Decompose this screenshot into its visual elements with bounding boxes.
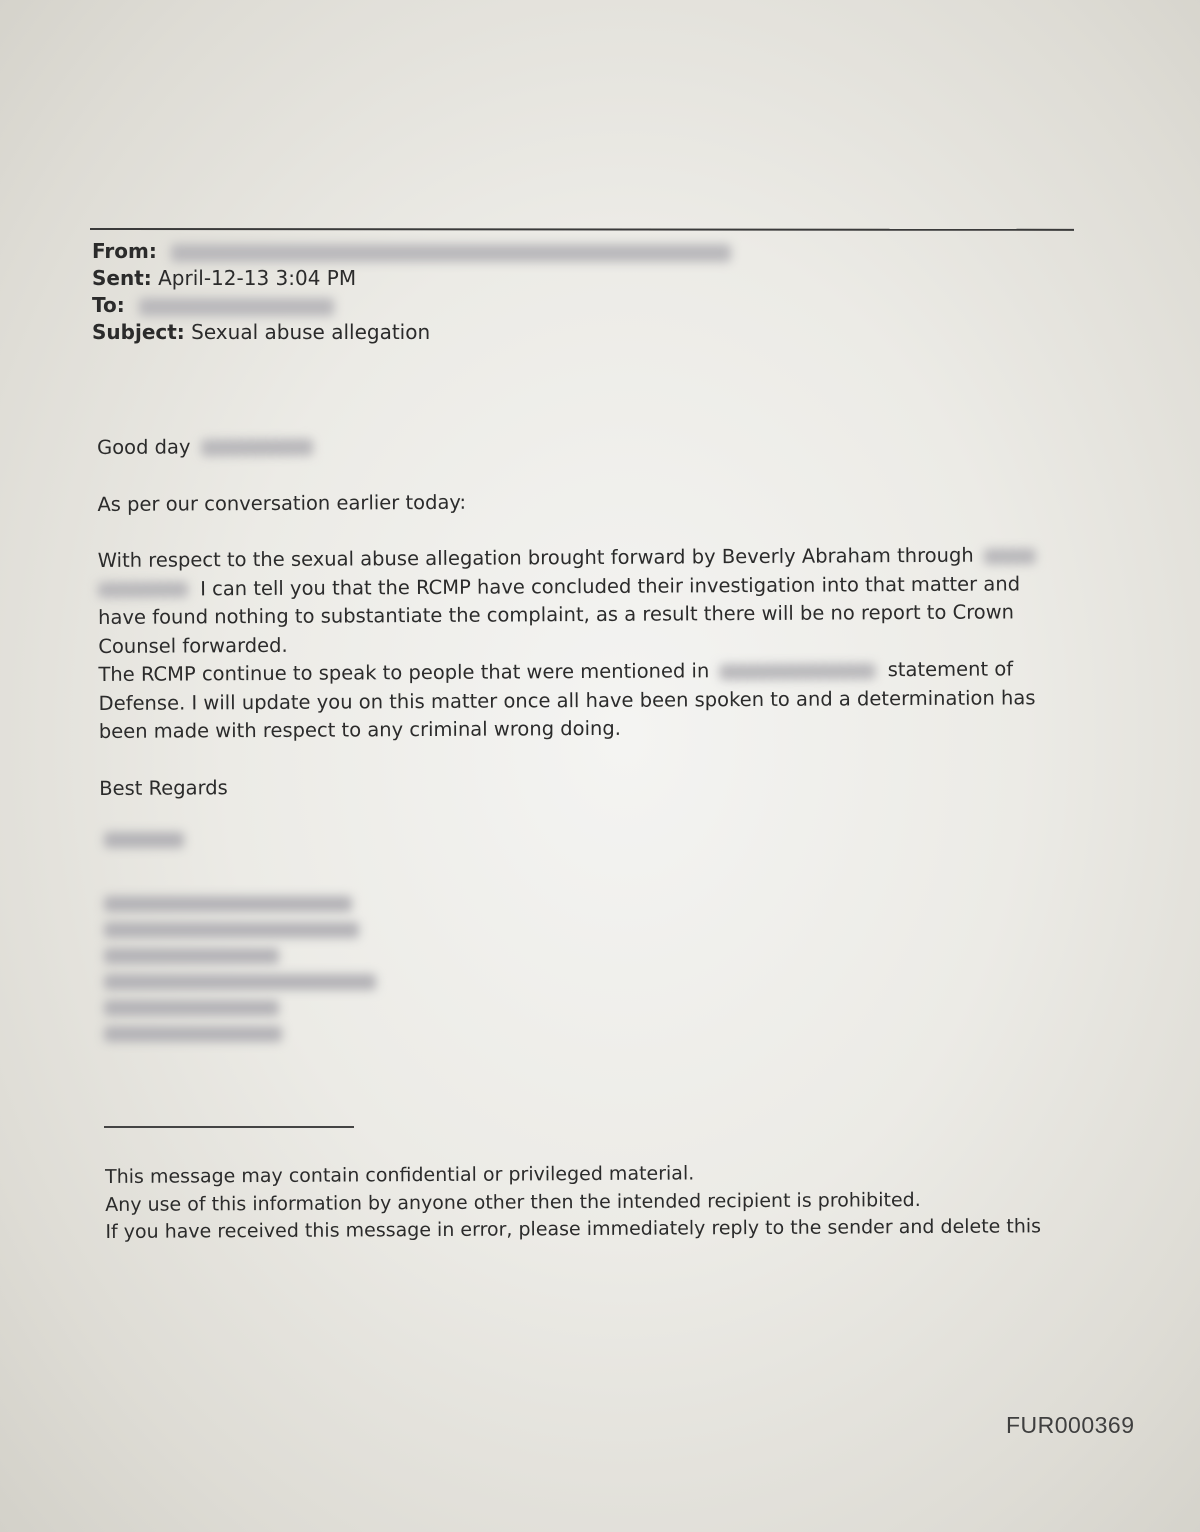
to-row [92, 292, 731, 319]
signature-line-redacted [104, 922, 359, 938]
email-body [97, 428, 1069, 803]
paragraph-2-mid: statement of Defense. [98, 657, 1014, 715]
paragraph-1-end: I can tell you that the RCMP have concluded their investigation into that matter and have found nothing to substantiate the complaint, as a result there will be no report to Crown Counsel forwarded. [98, 571, 1021, 658]
sent-row [92, 265, 731, 292]
greeting: Good day [97, 435, 191, 459]
signature-line-redacted [104, 1000, 279, 1016]
paragraph-2-end: I will update you on this matter once all have been spoken to and a determination has been made with respect to any criminal wrong doing. [98, 685, 1036, 743]
from-label: From: [92, 239, 157, 263]
disclaimer-line-3: If you have received this message in error, please immediately reply to the sender and delete this [105, 1215, 1042, 1243]
sent-value: April-12-13 3:04 PM [158, 266, 357, 290]
to-label: To: [92, 293, 125, 317]
subject-row [92, 319, 731, 346]
name-redacted-1 [984, 548, 1036, 564]
paragraph-1 [98, 541, 1069, 661]
paragraph-2-start: The RCMP continue to speak to people that were mentioned in [98, 659, 710, 686]
signature-block-redacted [104, 832, 376, 1052]
signature-line-redacted [104, 896, 352, 912]
disclaimer-line-1: This message may contain confidential or privileged material. [105, 1162, 695, 1188]
sent-label: Sent: [92, 266, 152, 290]
paragraph-2 [98, 655, 1069, 746]
from-row [92, 238, 731, 265]
subject-label: Subject: [92, 320, 185, 344]
closing: Best Regards [99, 775, 228, 800]
subject-value: Sexual abuse allegation [191, 320, 431, 344]
name-redacted-2 [98, 581, 188, 598]
signature-divider [104, 1126, 354, 1128]
email-header [92, 238, 731, 346]
signature-line-redacted [104, 974, 376, 990]
intro-line: As per our conversation earlier today: [97, 490, 467, 516]
disclaimer-line-2: Any use of this information by anyone other then the intended recipient is prohibited. [105, 1188, 921, 1216]
signature-line-redacted [104, 948, 279, 964]
confidentiality-notice [105, 1158, 1041, 1246]
signature-line-redacted [104, 1026, 282, 1042]
to-redacted [139, 298, 334, 316]
paragraph-1-start: With respect to the sexual abuse allegation brought forward by Beverly Abraham through [97, 543, 974, 572]
header-divider [90, 228, 1074, 231]
recipient-name-redacted [201, 439, 313, 457]
name-redacted-3 [719, 663, 875, 680]
signature-name-redacted [104, 832, 184, 848]
from-redacted [171, 244, 731, 262]
bates-number: FUR000369 [1006, 1412, 1135, 1438]
